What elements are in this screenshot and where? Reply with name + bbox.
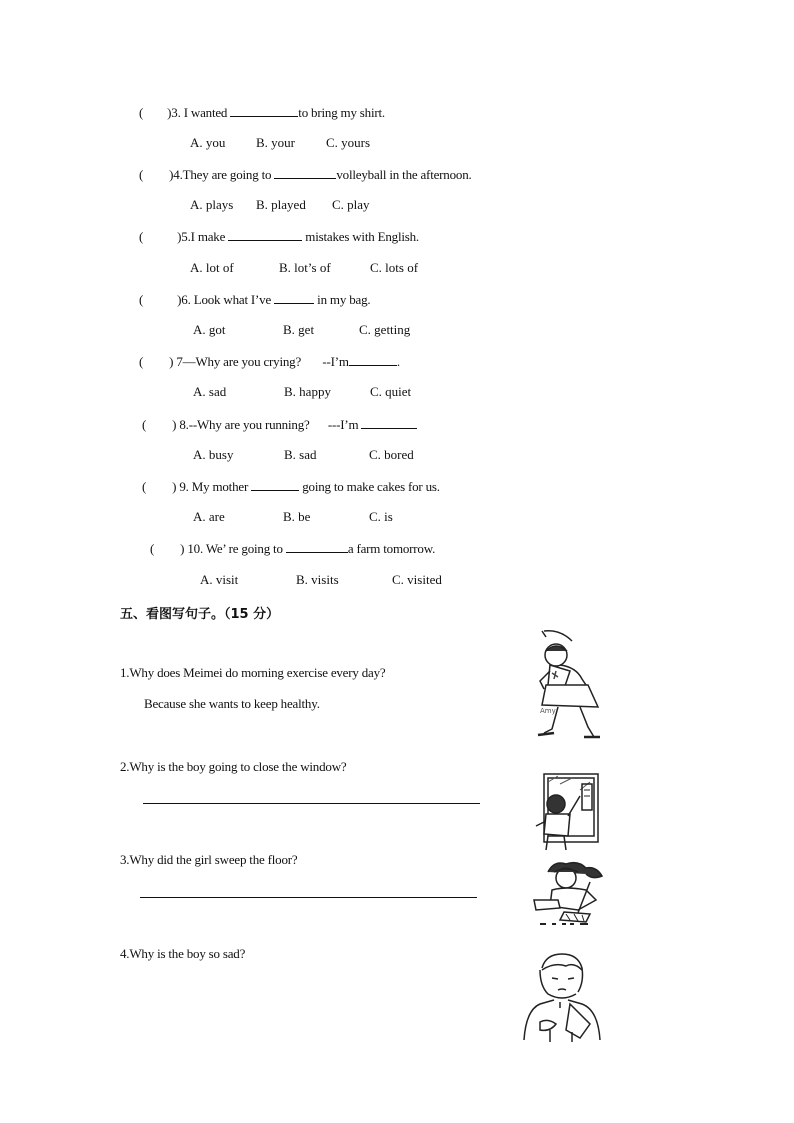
picture-question-1: 1.Why does Meimei do morning exercise every day? [120, 665, 386, 680]
option-c: C. getting [359, 322, 411, 337]
option-a: A. plays [190, 197, 234, 212]
answer-blank[interactable] [274, 166, 336, 179]
option-b: B. lot’s of [279, 260, 331, 275]
answer-blank[interactable] [230, 104, 298, 117]
option-a: A. you [190, 135, 226, 150]
option-b: B. your [256, 135, 295, 150]
picture-answer-1: Because she wants to keep healthy. [144, 696, 320, 711]
answer-paren[interactable]: ( ) [139, 105, 172, 120]
option-c: C. visited [392, 572, 442, 587]
answer-paren[interactable]: ( ) [142, 417, 177, 432]
answer-blank[interactable] [274, 291, 314, 304]
answer-blank[interactable] [361, 416, 417, 429]
answer-blank[interactable] [286, 540, 348, 553]
option-c: C. is [369, 509, 393, 524]
answer-paren[interactable]: ( ) [142, 479, 177, 494]
girl-sweeping-illustration [530, 860, 610, 938]
picture-question-2: 2.Why is the boy going to close the window? [120, 759, 347, 774]
option-c: C. bored [369, 447, 414, 462]
answer-blank[interactable] [349, 353, 397, 366]
option-c: C. yours [326, 135, 371, 150]
answer-blank[interactable] [228, 228, 302, 241]
answer-line-2[interactable] [143, 803, 480, 804]
answer-blank[interactable] [251, 478, 299, 491]
option-c: C. quiet [370, 384, 412, 399]
option-b: B. be [283, 509, 311, 524]
option-a: A. busy [193, 447, 234, 462]
mc-question-10: ( ) 10. We’ re going to a farm tomorrow. [150, 541, 436, 556]
option-b: B. sad [284, 447, 317, 462]
option-c: C. lots of [370, 260, 419, 275]
option-b: B. happy [284, 384, 331, 399]
mc-question-6: ( )6. Look what I’ve in my bag. [139, 292, 371, 307]
mc-options-5 [190, 260, 419, 276]
option-a: A. visit [200, 572, 239, 587]
mc-options-7 [193, 384, 412, 400]
sad-boy-illustration [520, 952, 604, 1044]
mc-question-3: ( )3. I wanted to bring my shirt. [139, 105, 385, 120]
option-a: A. lot of [190, 260, 234, 275]
answer-paren[interactable]: ( ) [139, 167, 174, 182]
mc-question-8: ( ) 8.--Why are you running? ---I’m [142, 416, 417, 433]
mc-question-4: ( )4.They are going to volleyball in the afternoon. [139, 167, 472, 182]
option-a: A. sad [193, 384, 227, 399]
option-c: C. play [332, 197, 370, 212]
section-title: 五、看图写句子。（15 分） [120, 607, 280, 622]
mc-options-6 [193, 322, 411, 338]
mc-question-9: ( ) 9. My mother going to make cakes for us. [142, 479, 440, 494]
mc-options-4 [190, 197, 370, 213]
mc-options-10 [200, 572, 442, 588]
amy-label: Amy [540, 707, 556, 715]
option-b: B. played [256, 197, 306, 212]
mc-options-3 [190, 135, 371, 151]
boy-closing-window-illustration [530, 770, 606, 852]
answer-paren[interactable]: ( ) [139, 354, 174, 369]
option-b: B. visits [296, 572, 339, 587]
picture-question-3: 3.Why did the girl sweep the floor? [120, 852, 298, 867]
mc-question-5: ( )5.I make mistakes with English. [139, 229, 419, 244]
option-a: A. are [193, 509, 225, 524]
answer-paren[interactable]: ( ) [139, 292, 182, 307]
answer-paren[interactable]: ( ) [150, 541, 185, 556]
mc-options-9 [193, 509, 393, 525]
mc-question-7: ( ) 7—Why are you crying? --I’m . [139, 354, 400, 369]
picture-question-4: 4.Why is the boy so sad? [120, 946, 246, 961]
mc-options-8 [193, 447, 414, 463]
option-a: A. got [193, 322, 226, 337]
option-b: B. get [283, 322, 315, 337]
girl-exercising-illustration [530, 627, 605, 742]
answer-line-3[interactable] [140, 897, 477, 898]
answer-paren[interactable]: ( ) [139, 229, 182, 244]
